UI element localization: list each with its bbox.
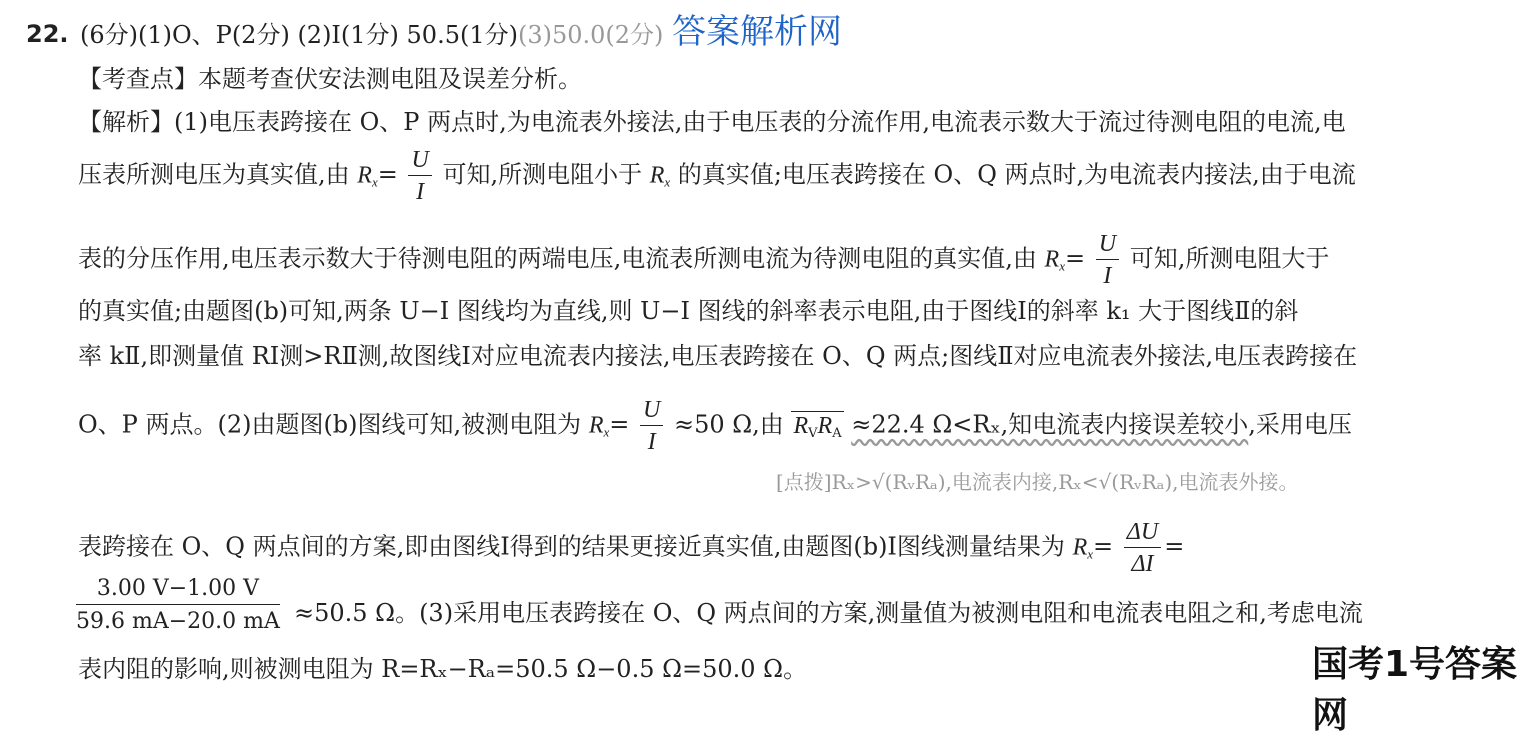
kaochadian-line: 【考查点】本题考查伏安法测电阻及误差分析。 (78, 65, 582, 93)
analysis-line-1: 【解析】(1)电压表跨接在 O、P 两点时,为电流表外接法,由于电压表的分流作用,电流表示数大于流过待测电阻的电流,电 (78, 108, 1346, 136)
fraction-u-over-i: $\frac{U}{I}$ (408, 148, 431, 204)
analysis-line-8: ≈50.5 Ω。(3)采用电压表跨接在 O、Q 两点间的方案,测量值为被测电阻和电流表电阻之和,考虑电流 (294, 599, 1363, 627)
question-number: 22. (26, 20, 69, 48)
numeric-fraction-numerator: 3.00 V−1.00 V (76, 578, 280, 605)
answer-header (80, 20, 663, 50)
numeric-fraction-denominator: 59.6 mA−20.0 mA (76, 609, 280, 634)
analysis-line-7: 表跨接在 O、Q 两点间的方案,即由图线Ⅰ得到的结果更接近真实值,由题图(b)Ⅰ图线测量结果为 $R_x=$ $\frac{\Delta U}{\Delta I}$ = (78, 519, 1185, 577)
answer-header-text: (6分)(1)O、P(2分) (2)Ⅰ(1分) 50.5(1分) (80, 21, 518, 49)
fraction-u-over-i-2: $\frac{U}{I}$ (1096, 232, 1119, 288)
analysis-line-3: 表的分压作用,电压表示数大于待测电阻的两端电压,电流表所测电流为待测电阻的真实值,由 $R_x=$ $\frac{U}{I}$ 可知,所测电阻大于 (78, 231, 1330, 289)
answer-header-tail: (3)50.0(2分) (517, 21, 664, 49)
fraction-u-over-i-3: $\frac{U}{I}$ (640, 398, 663, 454)
tip-note: [点拨]Rₓ>√(RᵥRₐ),电流表内接,Rₓ<√(RᵥRₐ),电流表外接。 (776, 470, 1299, 494)
analysis-line-4: 的真实值;由题图(b)可知,两条 U−I 图线均为直线,则 U−I 图线的斜率表示电阻,由于图线Ⅰ的斜率 k₁ 大于图线Ⅱ的斜 (78, 297, 1299, 325)
analysis-line-9: 表内阻的影响,则被测电阻为 R=Rₓ−Rₐ=50.5 Ω−0.5 Ω=50.0 Ω。 (78, 655, 808, 683)
analysis-line-5: 率 kⅡ,即测量值 RⅠ测>RⅡ测,故图线Ⅰ对应电流表内接法,电压表跨接在 O、Q 两点;图线Ⅱ对应电流表外接法,电压表跨接在 (78, 342, 1358, 370)
analysis-line-2: 压表所测电压为真实值,由 $R_x=$ $\frac{U}{I}$ 可知,所测电阻小于 $R_x$ 的真实值;电压表跨接在 O、Q 两点时,为电流表内接法,由于电流 (78, 147, 1356, 205)
analysis-line-6: O、P 两点。(2)由题图(b)图线可知,被测电阻为 $R_x=$ $\frac{U}{I}$ ≈50 Ω,由 $R_VR_A \approx 22.4$ Ω<Rₓ,知电流表内接误差较小,采用电压 (78, 397, 1352, 455)
watermark-top: 答案解析网 (672, 12, 842, 52)
numeric-fraction (76, 578, 280, 633)
fraction-delta: $\frac{\Delta U}{\Delta I}$ (1124, 520, 1161, 576)
wavy-underlined-text: ≈22.4 Ω<Rₓ,知电流表内接误差较小 (851, 410, 1249, 439)
watermark-bottom: 国考1号答案网 (1312, 644, 1518, 736)
sqrt-rv-ra: $R_VR_A$ (793, 412, 842, 441)
